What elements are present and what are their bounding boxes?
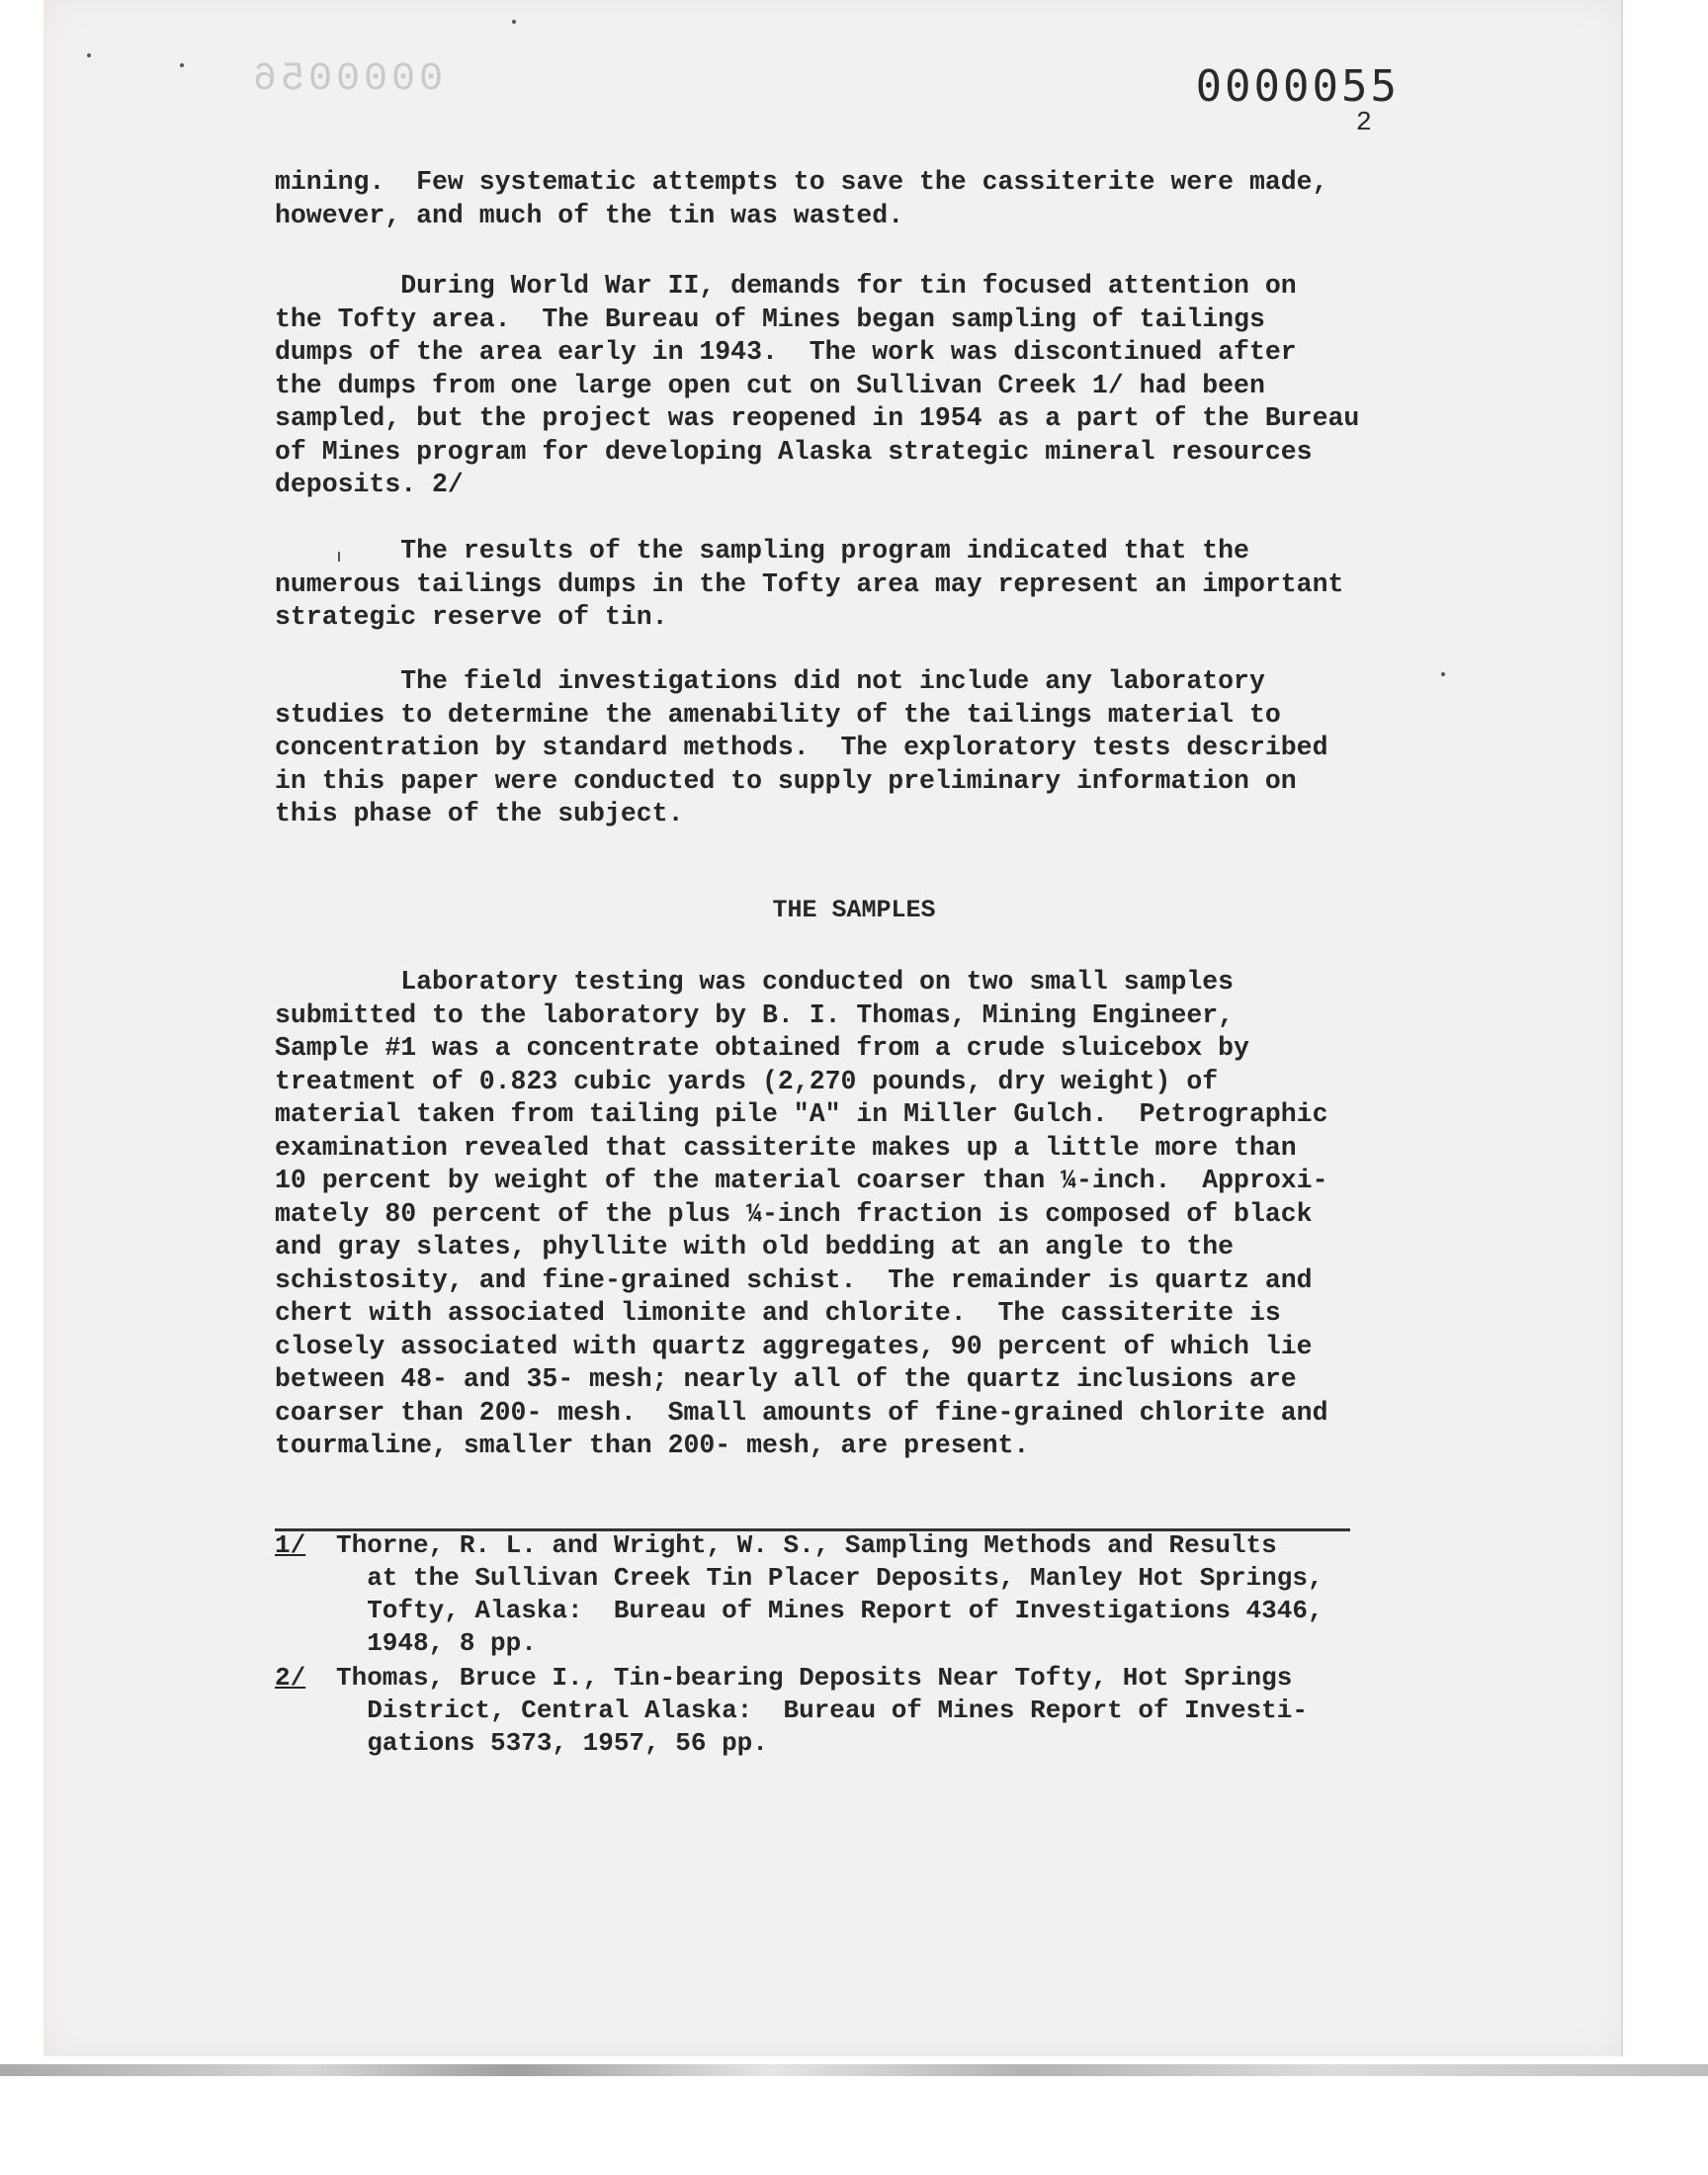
paragraph: During World War II, demands for tin focused attention on the Tofty area. The Bureau of Mines began sampling of tailings dumps of the area early in 1943. The work was discontinued after the dumps from one large open cut on Sullivan Creek 1/ had been sampled, but the project was reopened in 1954 as a part of the Bureau of Mines program for developing Alaska strategic mineral resources deposits. 2/: [275, 271, 1360, 499]
dust-speck: [87, 53, 91, 57]
bleed-through-stamp: 0000056: [249, 57, 444, 102]
paragraph: The results of the sampling program indicated that the numerous tailings dumps in the Tofty area may represent an important strategic reserve of tin.: [275, 536, 1344, 632]
dust-speck: [1441, 672, 1445, 676]
section-heading: THE SAMPLES: [772, 896, 936, 924]
paragraph: Laboratory testing was conducted on two small samples submitted to the laboratory by B. I. Thomas, Mining Engineer, Sample #1 was a concentrate obtained from a crude sluicebox by treatment of 0.823 cubic yards (2,270 pounds, dry weight) of material taken from tailing pile "A" in Miller Gulch. Petrographic examination revealed that cassiterite makes up a little more than 10 percent by weight of the material coarser than ¼-inch. Approxi- mately 80 percent of the plus ¼-inch fraction is composed of black and gray slates, phyllite with old bedding at an angle to the schistosity, and fine-grained schist. The remainder is quartz and chert with associated limonite and chlorite. The cassiterite is closely associated with quartz aggregates, 90 percent of which lie between 48- and 35- mesh; nearly all of the quartz inclusions are coarser than 200- mesh. Small amounts of fine-grained chlorite and tourmaline, smaller than 200- mesh, are present.: [275, 967, 1328, 1460]
footnote-text: Thorne, R. L. and Wright, W. S., Sampling Methods and Results at the Sullivan Creek Tin Placer Deposits, Manley Hot Springs, Tofty, Alaska: Bureau of Mines Report of Investigations 4346, 1948, 8 pp.: [336, 1530, 1324, 1658]
page-number: 2: [1355, 109, 1372, 138]
document-number-stamp: 0000055: [1195, 61, 1400, 112]
scanner-bottom-edge: [0, 2064, 1708, 2076]
dust-speck: [512, 20, 516, 24]
dust-speck: [180, 63, 184, 67]
footnote-mark: 1/: [275, 1530, 306, 1560]
footnote-mark: 2/: [275, 1663, 306, 1693]
footnote-text: Thomas, Bruce I., Tin-bearing Deposits Near Tofty, Hot Springs District, Central Alaska: Bureau of Mines Report of Investi- gations 5373, 1957, 56 pp.: [336, 1663, 1308, 1758]
paragraph: mining. Few systematic attempts to save the cassiterite were made, however, and much of the tin was wasted.: [275, 167, 1328, 230]
paragraph: The field investigations did not include any laboratory studies to determine the amenability of the tailings material to concentration by standard methods. The exploratory tests described in this paper were conducted to supply preliminary information on this phase of the subject.: [275, 666, 1328, 828]
